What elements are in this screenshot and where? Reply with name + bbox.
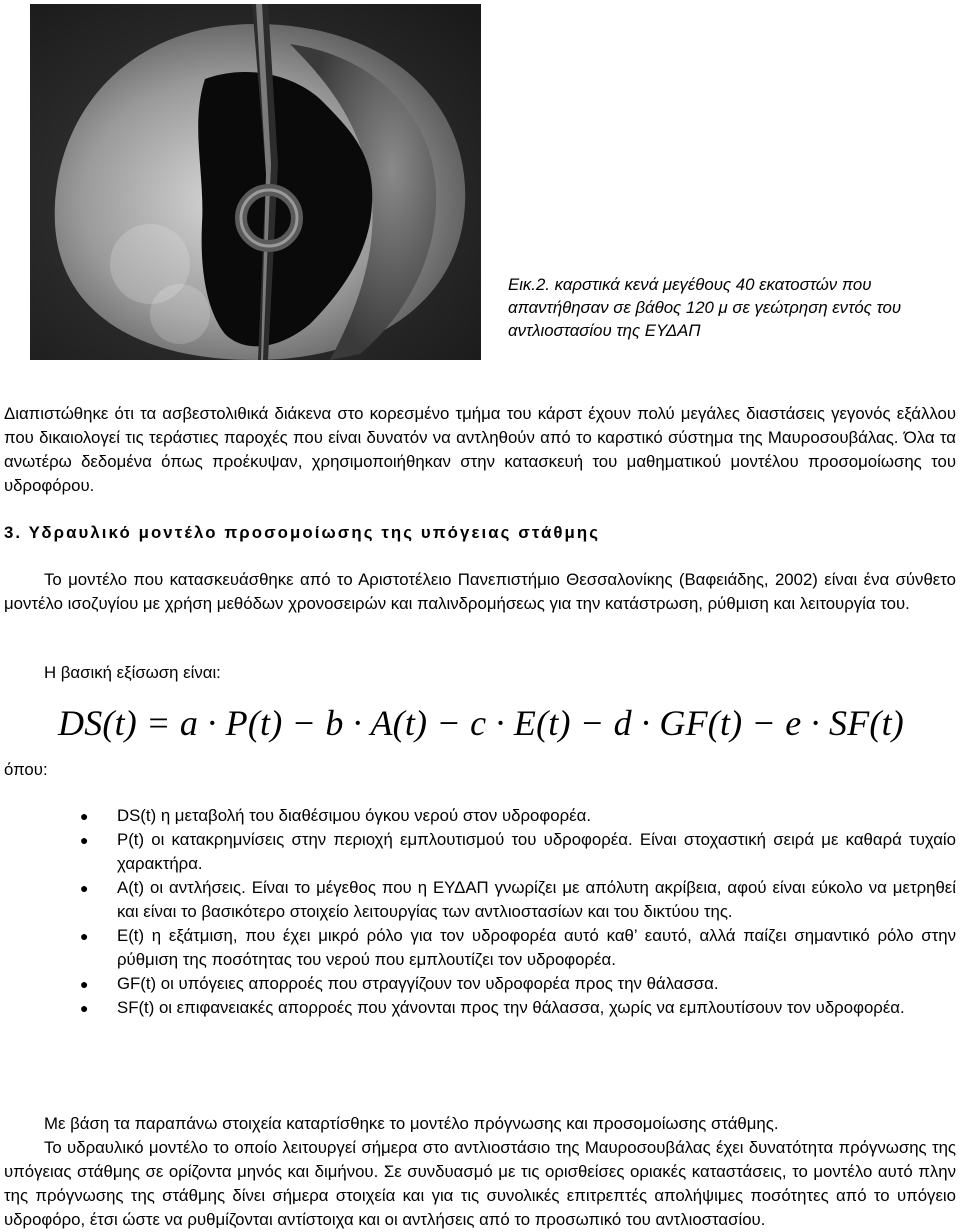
bullet-icon: ●	[80, 928, 89, 944]
variable-definition: SF(t) οι επιφανειακές απορροές που χάνονται προς την θάλασσα, χωρίς να εμπλουτίσουν τον υδροφορέα.	[117, 998, 905, 1017]
closing-paragraph-1: Με βάση τα παραπάνω στοιχεία καταρτίσθηκε το μοντέλο πρόγνωσης και προσομοίωσης στάθμης.	[44, 1114, 779, 1133]
bullet-icon: ●	[80, 832, 89, 848]
variable-definitions-list	[0, 804, 956, 1020]
figure-caption: Εικ.2. καρστικά κενά μεγέθους 40 εκατοστών που απαντήθησαν σε βάθος 120 μ σε γεώτρηση εντός του αντλιοστασίου της ΕΥΔΑΠ	[508, 275, 902, 340]
variable-definition: P(t) οι κατακρημνίσεις στην περιοχή εμπλουτισμού του υδροφορέα. Είναι στοχαστική σειρά με καθαρά τυχαίο χαρακτήρα.	[117, 830, 956, 873]
borehole-photo	[30, 4, 481, 360]
bullet-icon: ●	[80, 976, 89, 992]
karst-cavity-image	[30, 4, 481, 360]
variable-definition: A(t) οι αντλήσεις. Είναι το μέγεθος που η ΕΥΔΑΠ γνωρίζει με απόλυτη ακρίβεια, αφού είναι εύκολο να μετρηθεί και είναι το βασικότερο στοιχείο λειτουργίας των αντλιοστασίων και του δικτύου της.	[117, 878, 956, 921]
list-item	[0, 876, 956, 924]
where-label: όπου:	[4, 760, 48, 779]
variable-definition: GF(t) οι υπόγειες απορροές που στραγγίζουν τον υδροφορέα προς την θάλασσα.	[117, 974, 719, 993]
equation-block	[42, 698, 952, 758]
variable-definition: DS(t) η μεταβολή του διαθέσιμου όγκου νερού στον υδροφορέα.	[117, 806, 591, 825]
paragraph-model-description: Το μοντέλο που κατασκευάσθηκε από το Αριστοτέλειο Πανεπιστήμιο Θεσσαλονίκης (Βαφειάδης, 2002) είναι ένα σύνθετο μοντέλο ισοζυγίου με χρήση μεθόδων χρονοσειρών και παλινδρομήσεως για την κατάστρωση, ρύθμιση και λειτουργία του.	[4, 570, 956, 613]
balance-equation: DS(t) = a · P(t) − b · A(t) − c · E(t) − d · GF(t) − e · SF(t)	[58, 703, 904, 743]
equation-intro: Η βασική εξίσωση είναι:	[44, 663, 221, 682]
list-item	[0, 804, 956, 828]
closing-paragraph-2: Το υδραυλικό μοντέλο το οποίο λειτουργεί σήμερα στο αντλιοστάσιο της Μαυροσουβάλας έχει δυνατότητα πρόγνωσης της υπόγειας στάθμης σε ορίζοντα μηνός και διμήνου. Σε συνδυασμό με τις ορισθείσες οριακές καταστάσεις, το μοντέλο αυτό πλην της πρόγνωσης της στάθμης δίνει σήμερα στοιχεία και για τις συνολικές επιτρεπτές απολήψιμες ποσότητες από το υπόγειο υδροφόρο, έτσι ώστε να ρυθμίζονται αντίστοιχα και οι αντλήσεις από το προσωπικό του αντλιοστασίου.	[4, 1138, 956, 1229]
list-item	[0, 924, 956, 972]
paragraph-karst-dimensions: Διαπιστώθηκε ότι τα ασβεστολιθικά διάκενα στο κορεσμένο τμήμα του κάρστ έχουν πολύ μεγάλες διαστάσεις γεγονός εξάλλου που δικαιολογεί τις τεράστιες παροχές που είναι δυνατόν να αντληθούν από το καρστικό σύστημα της Μαυροσουβάλας. Όλα τα ανωτέρω δεδομένα όπως προέκυψαν, χρησιμοποιήθηκαν στην κατασκευή του μαθηματικού μοντέλου προσομοίωσης του υδροφόρου.	[4, 404, 956, 495]
section-heading: 3. Υδραυλικό μοντέλο προσομοίωσης της υπόγειας στάθμης	[4, 523, 601, 542]
list-item	[0, 828, 956, 876]
list-item	[0, 996, 956, 1020]
bullet-icon: ●	[80, 808, 89, 824]
bullet-icon: ●	[80, 880, 89, 896]
variable-definition: E(t) η εξάτμιση, που έχει μικρό ρόλο για τον υδροφορέα αυτό καθ’ εαυτό, αλλά παίζει σημαντικό ρόλο στην ρύθμιση της ποσότητας του νερού που εμπλουτίζει τον υδροφορέα.	[117, 926, 956, 969]
bullet-icon: ●	[80, 1000, 89, 1016]
list-item	[0, 972, 956, 996]
